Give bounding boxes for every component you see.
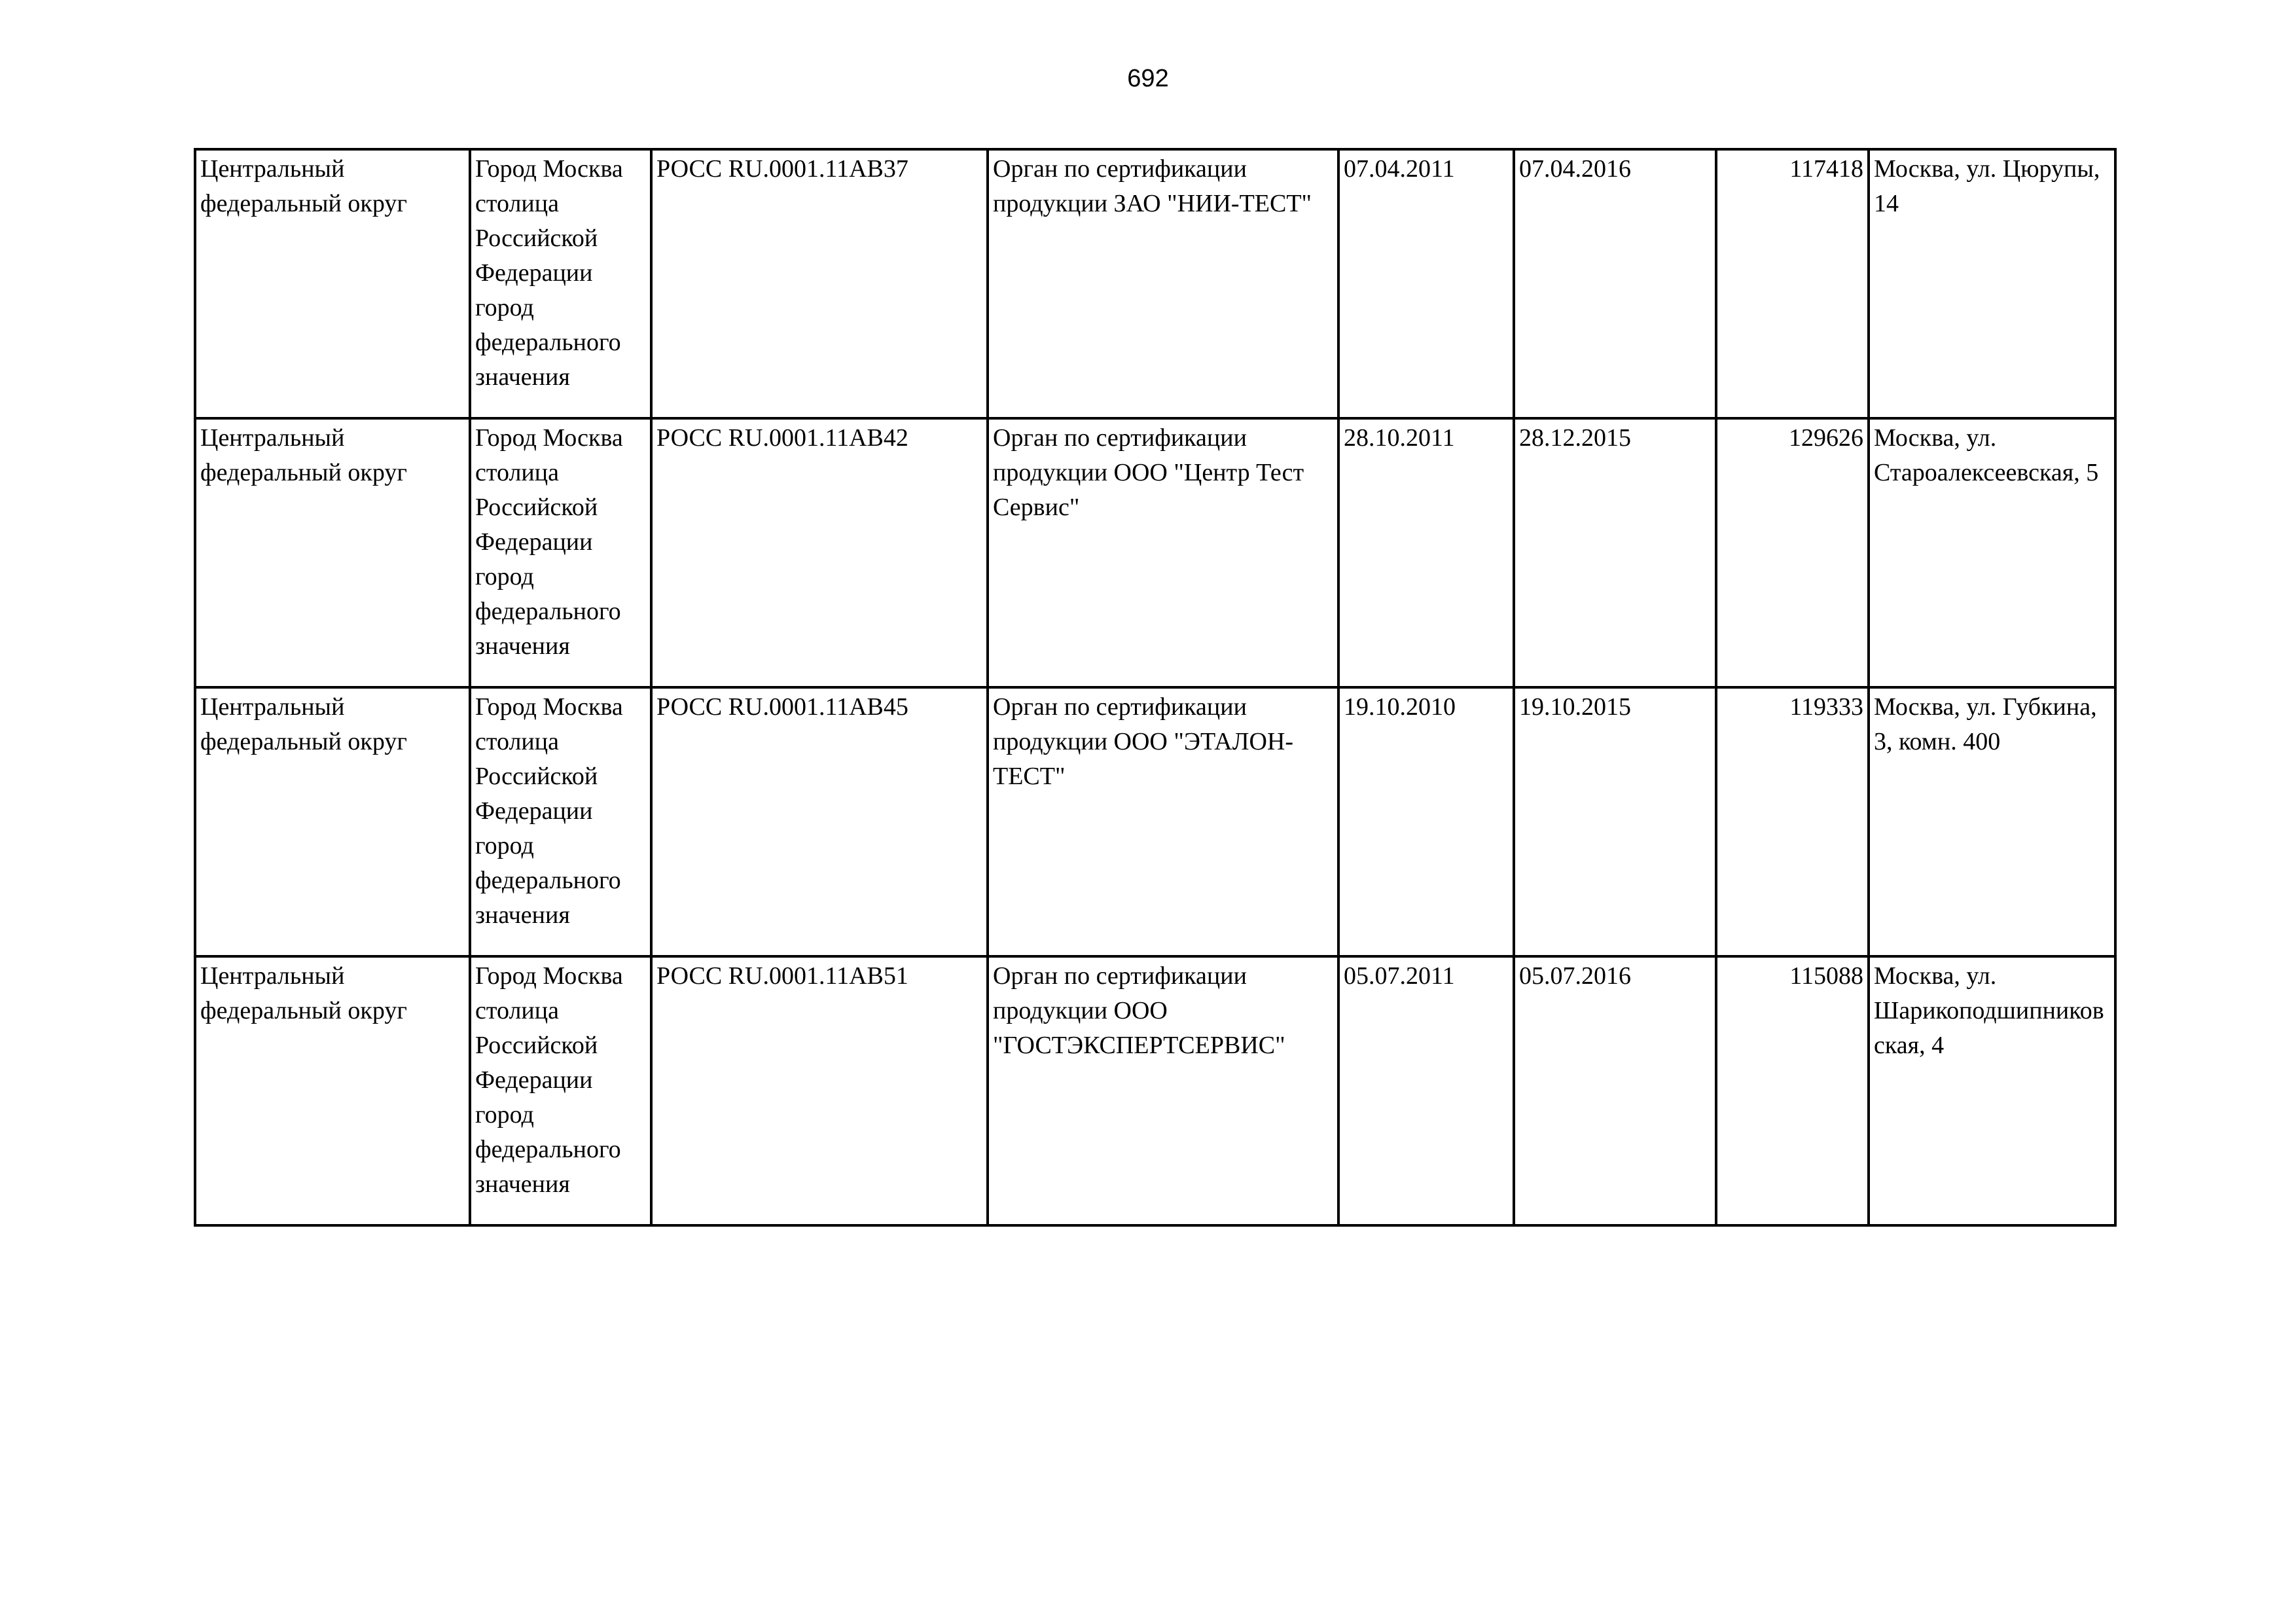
region-cell: Город Москва столица Российской Федерации город федерального значения (470, 687, 651, 956)
certification-registry-table (194, 148, 2117, 1227)
certificate-code-cell: РОСС RU.0001.11АВ51 (651, 956, 988, 1225)
region-cell: Город Москва столица Российской Федерации город федерального значения (470, 149, 651, 418)
date-from-cell: 07.04.2011 (1338, 149, 1514, 418)
region-cell: Город Москва столица Российской Федерации город федерального значения (470, 956, 651, 1225)
postcode-cell: 117418 (1716, 149, 1869, 418)
date-from-cell: 19.10.2010 (1338, 687, 1514, 956)
date-from-cell: 28.10.2011 (1338, 418, 1514, 687)
address-cell: Москва, ул. Губкина, 3, комн. 400 (1869, 687, 2115, 956)
postcode-cell: 119333 (1716, 687, 1869, 956)
table-row (195, 687, 2115, 956)
postcode-cell: 115088 (1716, 956, 1869, 1225)
address-cell: Москва, ул. Староалексеевская, 5 (1869, 418, 2115, 687)
organization-cell: Орган по сертификации продукции ООО "Центр Тест Сервис" (988, 418, 1338, 687)
date-to-cell: 07.04.2016 (1514, 149, 1716, 418)
district-cell: Центральный федеральный округ (195, 149, 470, 418)
organization-cell: Орган по сертификации продукции ООО "ЭТАЛОН-ТЕСТ" (988, 687, 1338, 956)
date-to-cell: 19.10.2015 (1514, 687, 1716, 956)
date-to-cell: 28.12.2015 (1514, 418, 1716, 687)
address-cell: Москва, ул. Цюрупы, 14 (1869, 149, 2115, 418)
certificate-code-cell: РОСС RU.0001.11АВ37 (651, 149, 988, 418)
certificate-code-cell: РОСС RU.0001.11АВ45 (651, 687, 988, 956)
region-cell: Город Москва столица Российской Федерации город федерального значения (470, 418, 651, 687)
certificate-code-cell: РОСС RU.0001.11АВ42 (651, 418, 988, 687)
date-to-cell: 05.07.2016 (1514, 956, 1716, 1225)
district-cell: Центральный федеральный округ (195, 956, 470, 1225)
address-cell: Москва, ул. Шарикоподшипниковская, 4 (1869, 956, 2115, 1225)
table-row (195, 418, 2115, 687)
organization-cell: Орган по сертификации продукции ЗАО "НИИ-ТЕСТ" (988, 149, 1338, 418)
page-number: 692 (1127, 65, 1169, 92)
district-cell: Центральный федеральный округ (195, 418, 470, 687)
postcode-cell: 129626 (1716, 418, 1869, 687)
district-cell: Центральный федеральный округ (195, 687, 470, 956)
table-row (195, 956, 2115, 1225)
date-from-cell: 05.07.2011 (1338, 956, 1514, 1225)
table-row (195, 149, 2115, 418)
organization-cell: Орган по сертификации продукции ООО "ГОСТЭКСПЕРТСЕРВИС" (988, 956, 1338, 1225)
